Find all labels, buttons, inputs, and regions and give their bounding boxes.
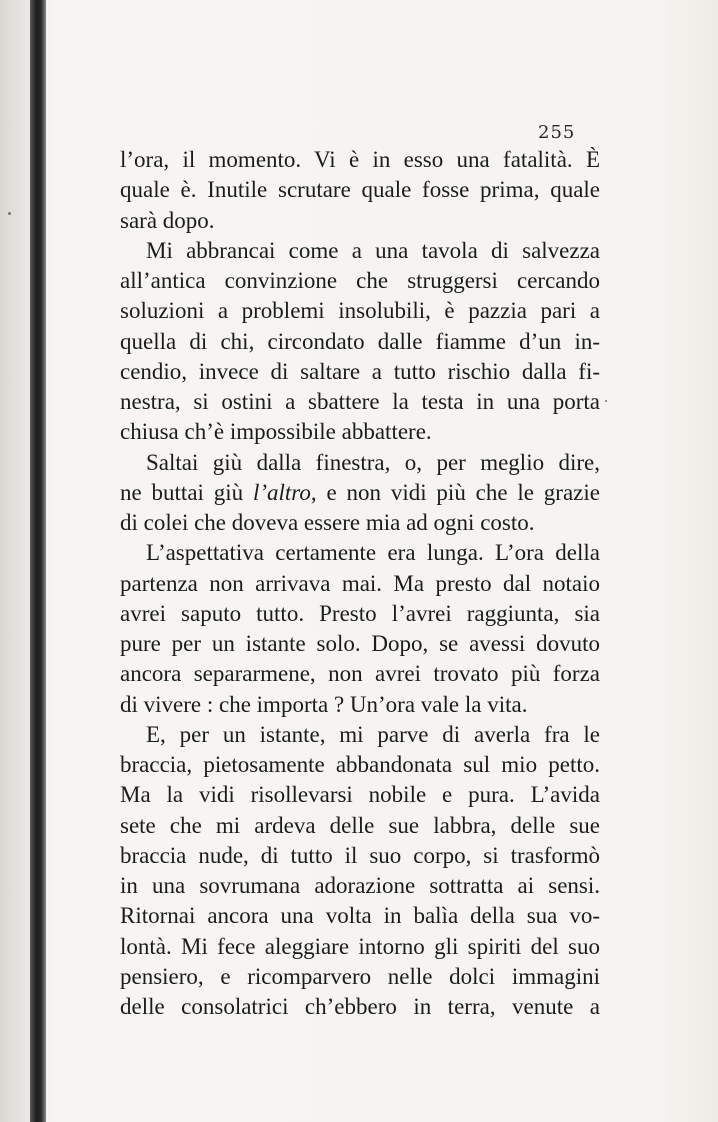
text-line: ne buttai giù l’altro, e non vidi più che le grazie [120, 479, 600, 505]
text-line: partenza non arrivava mai. Ma presto dal notaio [120, 570, 600, 596]
text-line: l’ora, il momento. Vi è in esso una fatalità. È [120, 147, 600, 172]
page-number: 255 [538, 122, 576, 143]
text-line: sete che mi ardeva delle sue labbra, delle sue [120, 812, 600, 838]
text-line: quella di chi, circondato dalle fiamme d’un in- [120, 328, 600, 354]
text-line: pensiero, e ricomparvero nelle dolci immagini [120, 963, 600, 989]
text-line: Ma la vidi risollevarsi nobile e pura. L’avida [120, 782, 600, 808]
text-line: di colei che doveva essere mia ad ogni costo. [120, 510, 535, 535]
text-line: all’antica convinzione che struggersi cercando [120, 268, 600, 293]
text-line: avrei saputo tutto. Presto l’avrei raggiunta, sia [120, 600, 600, 626]
text-line: braccia nude, di tutto il suo corpo, si trasformò [120, 842, 600, 868]
paper-speck [605, 400, 607, 402]
paper-speck [8, 212, 11, 215]
binding-shadow [0, 0, 30, 1122]
text-line: pure per un istante solo. Dopo, se avessi dovuto [120, 631, 600, 656]
text-line: soluzioni a problemi insolubili, è pazzia pari a [120, 298, 600, 324]
text-line: cendio, invece di saltare a tutto rischio dalla fi- [120, 358, 600, 384]
text-line: delle consolatrici ch’ebbero in terra, venute a [120, 994, 600, 1019]
text-line: Mi abbrancai come a una tavola di salvezza [146, 237, 600, 263]
text-line: quale è. Inutile scrutare quale fosse prima, quale [120, 177, 600, 203]
text-line: di vivere : che importa ? Un’ora vale la vita. [120, 691, 528, 717]
text-line: Saltai giù dalla finestra, o, per meglio dire, [146, 449, 600, 475]
text-line: L’aspettativa certamente era lunga. L’ora della [146, 540, 600, 566]
text-line: chiusa ch’è impossibile abbattere. [120, 419, 432, 445]
text-line: nestra, si ostini a sbattere la testa in una porta [120, 389, 600, 414]
body-text [120, 145, 600, 1022]
text-line: braccia, pietosamente abbandonata sul mio petto. [120, 752, 600, 777]
text-line: in una sovrumana adorazione sottratta ai sensi. [120, 873, 600, 898]
text-line: lontà. Mi fece aleggiare intorno gli spiriti del suo [120, 933, 600, 959]
text-line: Ritornai ancora una volta in balìa della sua vo- [120, 903, 600, 929]
text-line: E, per un istante, mi parve di averla fra le [146, 721, 600, 747]
text-line: ancora separarmene, non avrei trovato più forza [120, 661, 600, 687]
text-line: sarà dopo. [120, 207, 215, 233]
italic-word: l’altro [252, 479, 311, 505]
binding-edge [30, 0, 46, 1122]
